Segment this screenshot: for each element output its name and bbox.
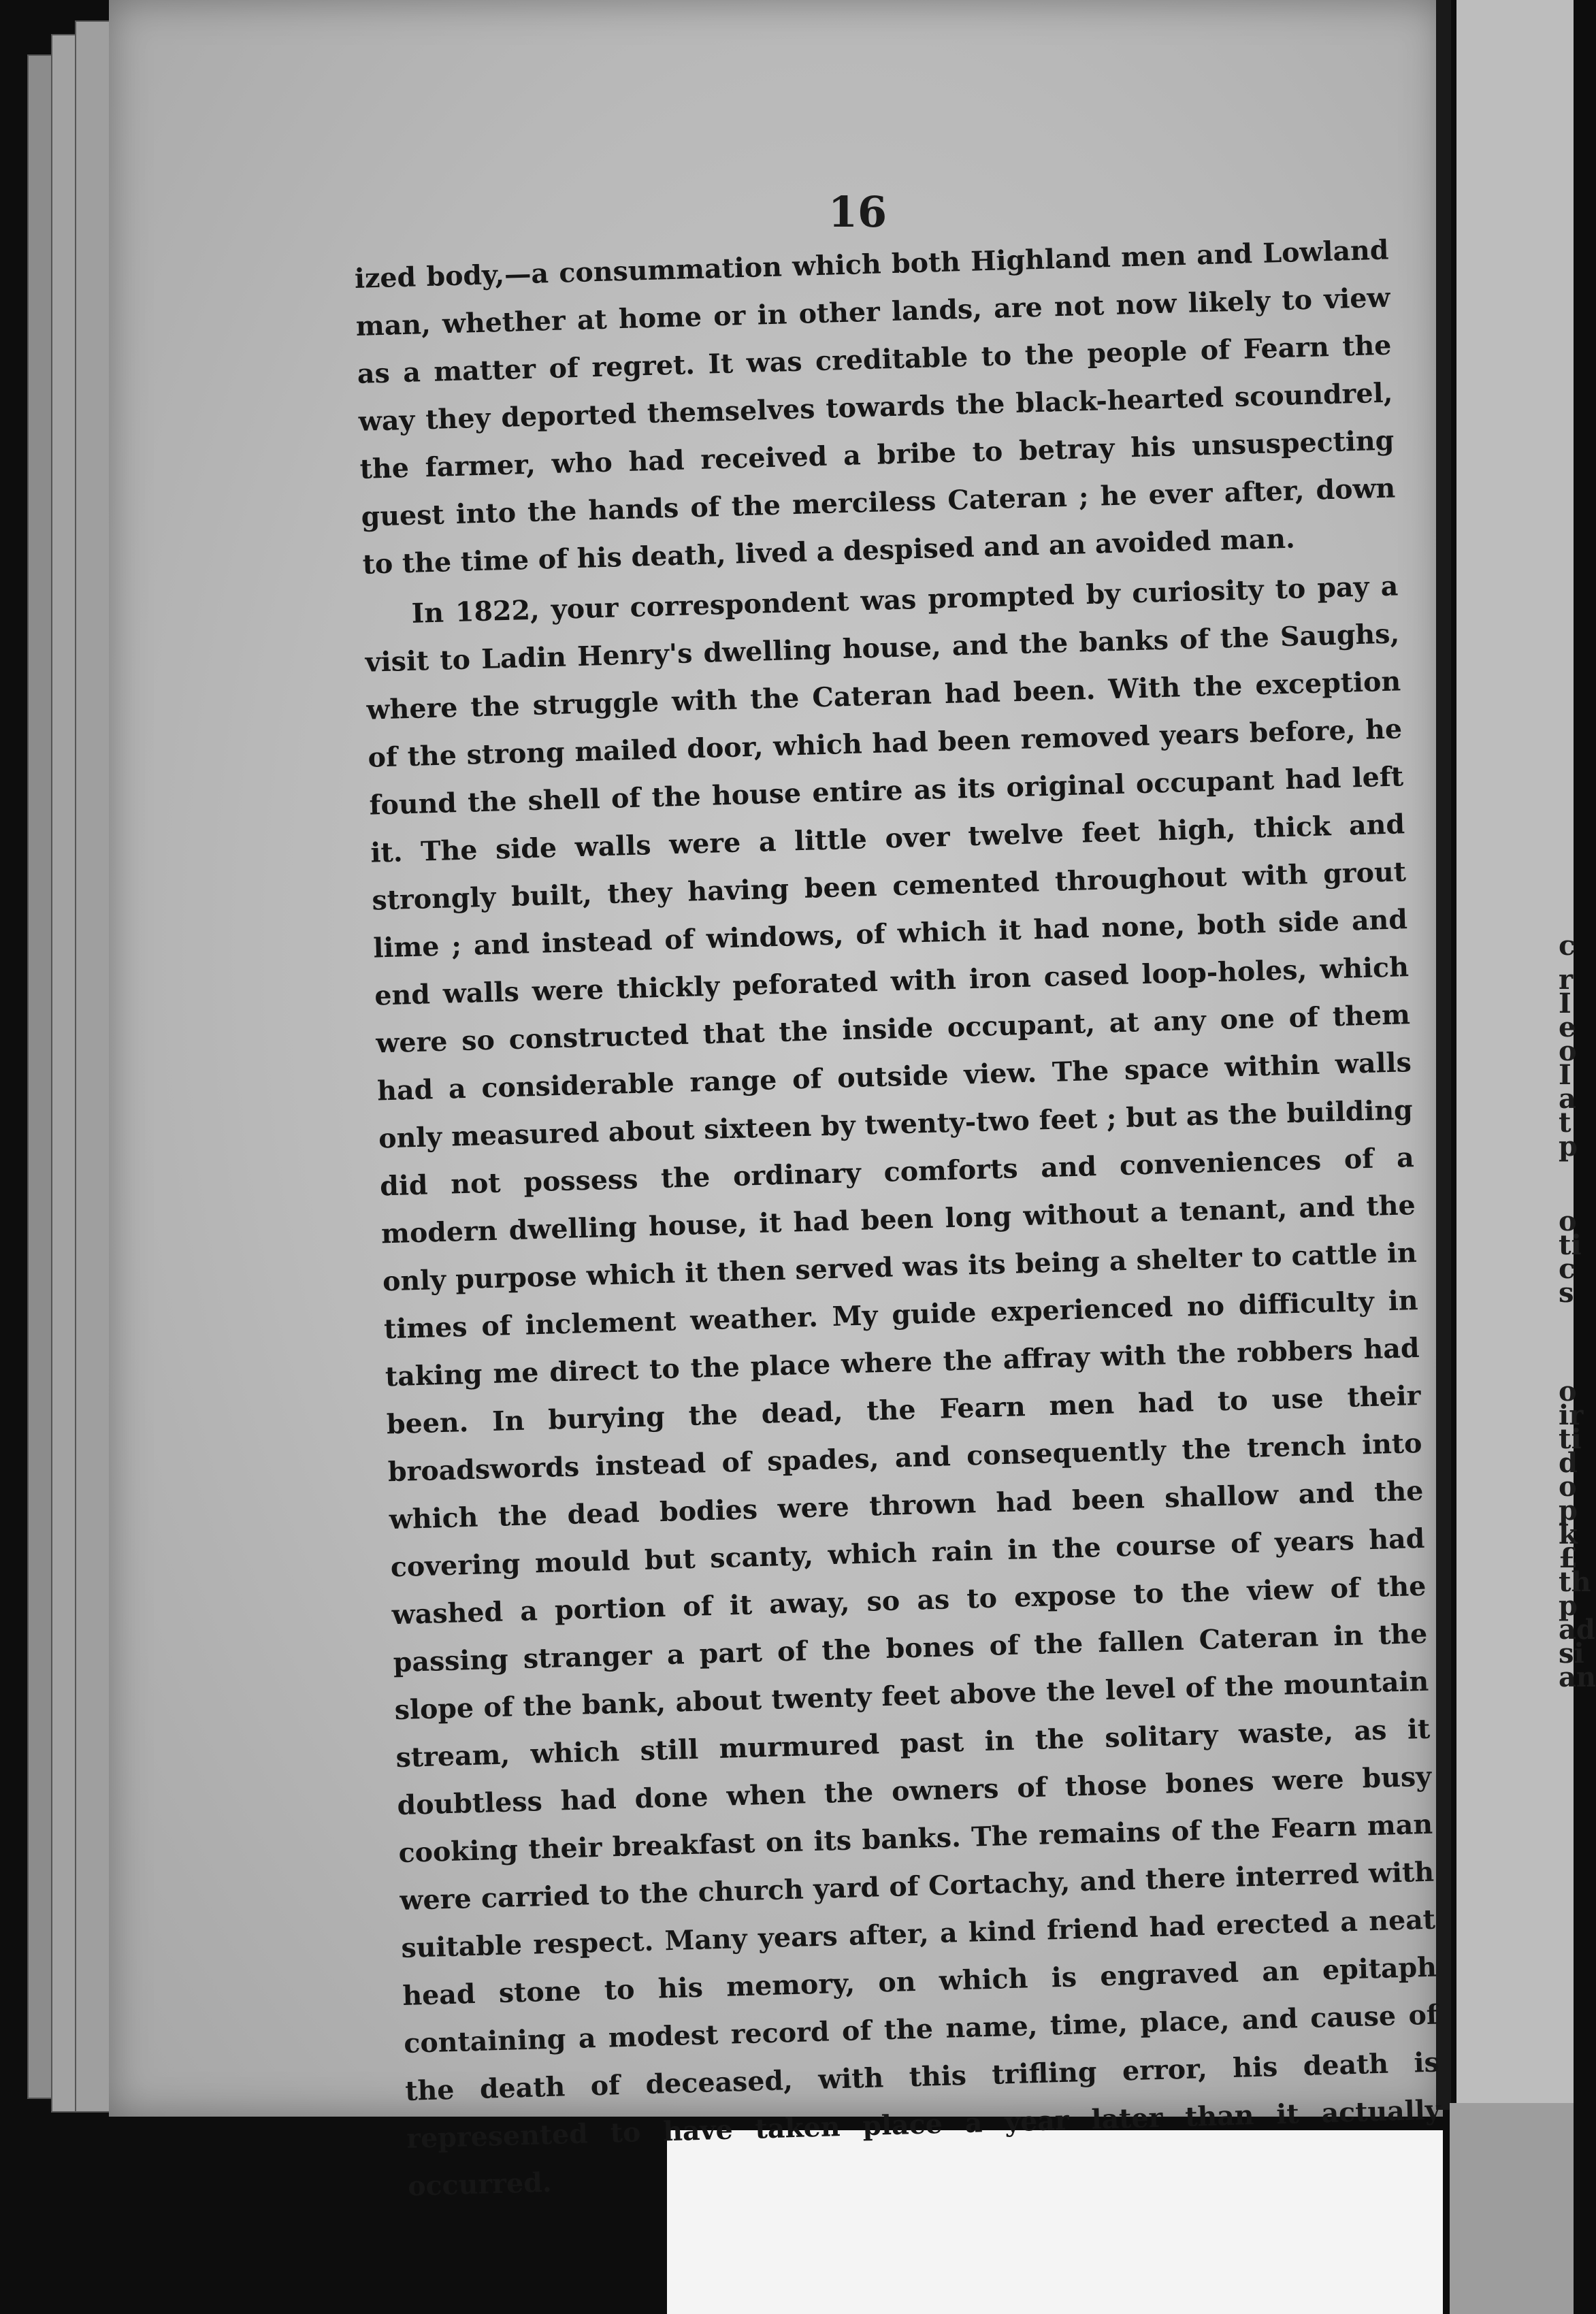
adjacent-page-fragment: e [1559,1011,1576,1043]
page-number: 16 [828,187,887,237]
adjacent-page-fragment: ti [1559,1229,1582,1261]
adjacent-page-fragment: o [1559,1471,1577,1503]
adjacent-page-fragment: k [1559,1518,1578,1550]
adjacent-page-fragment: ir [1559,1399,1584,1431]
adjacent-page-fragment: s [1559,1277,1574,1309]
adjacent-page [1456,0,1596,2314]
adjacent-page-fragment: p [1559,1130,1578,1162]
adjacent-page-fragment: r [1559,964,1574,996]
adjacent-page-fragment: o [1559,1035,1577,1067]
adjacent-page-fragment: t [1559,1107,1571,1139]
page-gutter [1436,0,1451,2110]
paragraph: In 1822, your correspondent was prompted by curiosity to pay a visit to Ladin Henry's dwelling house, and the banks of the Saughs, where the struggle with the Cateran had been. With the exception of the strong mailed door, which had been removed years before, he found the shell of the house entire as its original occupant had left it. The side walls were a little over twelve feet high, thick and strongly built, they having been cemented throughout with grout lime ; and instead of windows, of which it had none, both side and end walls were thickly peforated with iron cased loop-holes, which were so constructed that the inside occupant, at any one of them had a considerable range of outside view. The space within walls only measured about sixteen by twenty-two feet ; but as the building did not possess the ordinary comforts and conveniences of a modern dwelling house, it had been long without a tenant, and the only purpose which it then served was its being a shelter to cattle in times of inclement weather. My guide experienced no difficulty in taking me direct to the place where the affray with the robbers had been. In burying the dead, the Fearn men had to use their broadswords instead of spades, and consequently the trench into which the dead bodies were thrown had been shallow and the covering mould but scanty, which rain in the course of years had washed a portion of it away, so as to expose to the view of the passing stranger a part of the bones of the fallen Cateran in the slope of the bank, about twenty feet above the level of the mountain stream, which still murmured past in the solitary waste, as it doubtless had done when the owners of those bones were busy cooking their breakfast on its banks. The remains of the Fearn man were carried to the church yard of Cortachy, and there interred with suitable respect. Many years after, a kind friend had erected a neat head stone to his memory, on which is engraved an epitaph containing a modest record of the name, time, place, and cause of the death of deceased, with this trifling error, his death is represented to have taken place a year later than it actually occurred. [365,570,1442,2202]
adjacent-page-fragment: I [1559,1059,1571,1091]
adjacent-page-fragment: £ [1559,1542,1578,1574]
adjacent-page-fragment: d [1559,1447,1578,1479]
adjacent-page-fragment: o [1559,1375,1577,1407]
adjacent-page-fragment: ti [1559,1423,1582,1455]
adjacent-page-fragment: th [1559,1566,1591,1598]
adjacent-page-fragment: si [1559,1637,1584,1669]
adjacent-page-fragment: a [1559,1083,1576,1115]
adjacent-page-fragment: c [1559,930,1576,962]
adjacent-page-fragment: p [1559,1495,1578,1527]
adjacent-page-fragment: p [1559,1590,1578,1622]
adjacent-page-fragment: an [1559,1661,1596,1693]
adjacent-page-fragment: I [1559,988,1571,1020]
adjacent-page-fragment: c [1559,1253,1576,1285]
paragraph: ized body,—a consummation which both Highland men and Lowland man, whether at home or in other lands, are not now likely to view as a matter of regret. It was creditable to the people of Fearn the way they deported themselves towards the black-hearted scoundrel, the farmer, who had received a bribe to betray his unsuspecting guest into the hands of the merciless Cateran ; he ever after, down to the time of his death, lived a despised and an avoided man. [354,234,1396,581]
adjacent-page-fragment: ad [1559,1614,1595,1646]
adjacent-page-fragment: o [1559,1205,1577,1237]
body-text [354,227,1443,2211]
scan-margin [1450,2103,1574,2314]
